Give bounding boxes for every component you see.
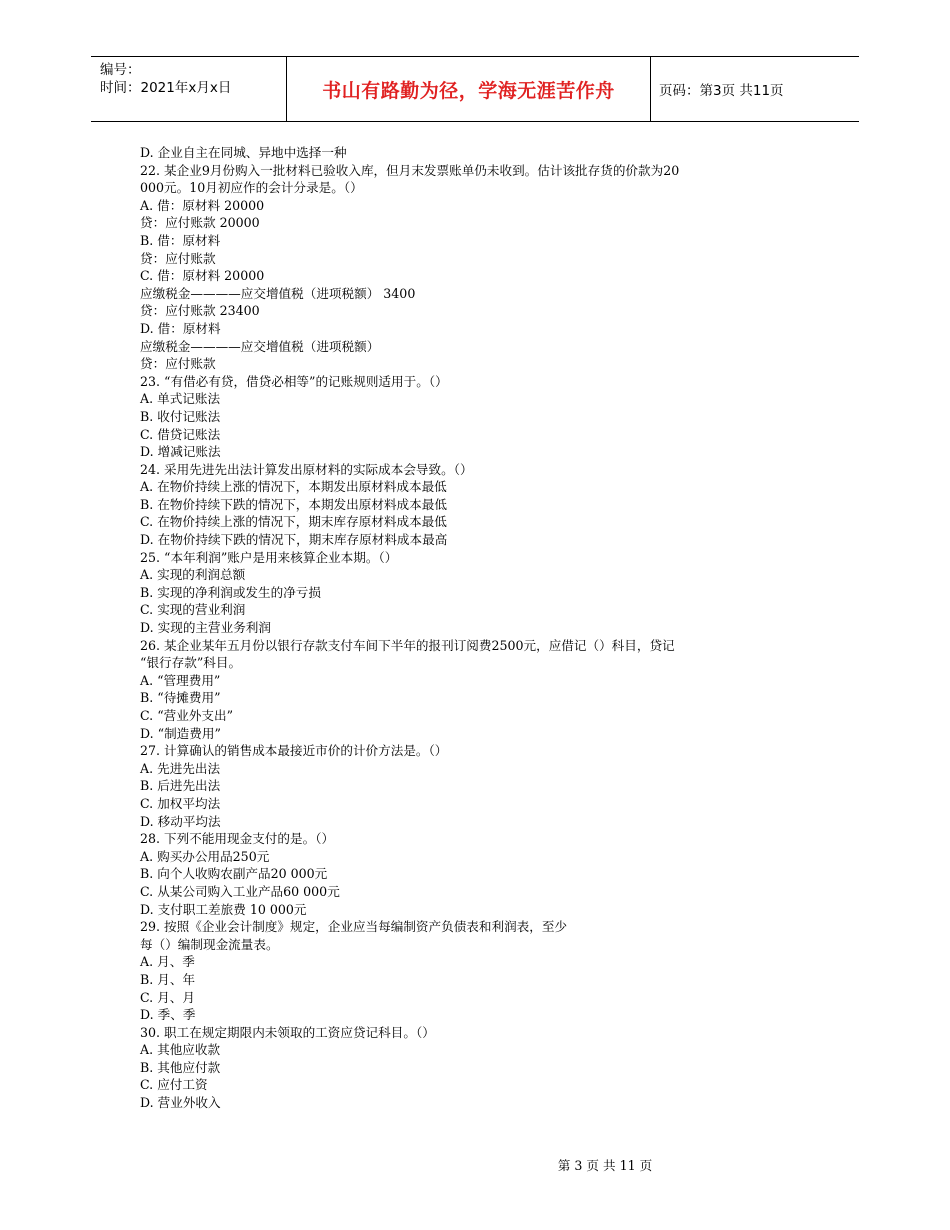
text-line: C. 实现的营业利润 [140, 602, 246, 618]
text-line: 22. 某企业9月份购入一批材料已验收入库，但月末发票账单仍未收到。估计该批存货的价款为20 [140, 162, 680, 178]
text-line: 每（）编制现金流量表。 [140, 936, 279, 952]
time-label: 时间：2021年x月x日 [100, 80, 232, 96]
text-line: 26. 某企业某年五月份以银行存款支付车间下半年的报刊订阅费2500元，应借记（）科目，贷记 [140, 637, 675, 653]
text-line: B. 实现的净利润或发生的净亏损 [140, 584, 321, 600]
text-line: C. 在物价持续上涨的情况下，期末库存原材料成本最低 [140, 514, 447, 530]
page-footer: 第 3 页 共 11 页 [557, 1158, 653, 1173]
text-line: A. 先进先出法 [140, 760, 221, 776]
text-line: D. 在物价持续下跌的情况下，期末库存原材料成本最高 [140, 532, 448, 548]
text-line: 29. 按照《企业会计制度》规定，企业应当每编制资产负债表和利润表，至少 [140, 919, 568, 935]
text-line: D. 借：原材料 [140, 320, 221, 336]
text-line: B. 在物价持续下跌的情况下，本期发出原材料成本最低 [140, 496, 447, 512]
page-header [91, 56, 859, 122]
text-line: 25. “本年利润”账户是用来核算企业本期。（） [140, 549, 398, 565]
text-line: A. “管理费用” [140, 672, 221, 688]
text-line: A. 月、季 [140, 954, 195, 970]
text-line: 24. 采用先进先出法计算发出原材料的实际成本会导致。（） [140, 461, 473, 477]
text-line: C. 加权平均法 [140, 795, 221, 811]
text-line: B. 其他应付款 [140, 1059, 221, 1075]
text-line: B. 收付记账法 [140, 408, 221, 424]
text-line: B. 向个人收购农副产品20 000元 [140, 866, 328, 882]
text-line: C. 从某公司购入工业产品60 000元 [140, 883, 340, 899]
text-line: A. 借：原材料 20000 [140, 197, 265, 213]
header-meta [91, 57, 287, 121]
text-line: 28. 下列不能用现金支付的是。（） [140, 831, 335, 847]
text-line: 贷：应付账款 20000 [140, 215, 260, 231]
text-line: D. 企业自主在同城、异地中选择一种 [140, 145, 347, 160]
document-body [140, 144, 820, 1112]
header-motto: 书山有路勤为径，学海无涯苦作舟 [287, 57, 651, 121]
text-line: A. 在物价持续上涨的情况下，本期发出原材料成本最低 [140, 479, 447, 495]
text-line: B. “待摊费用” [140, 690, 221, 706]
text-line: B. 月、年 [140, 971, 196, 987]
text-line: 贷：应付账款 [140, 356, 216, 372]
text-line: 贷：应付账款 [140, 250, 216, 266]
text-line: C. 借：原材料 20000 [140, 268, 265, 284]
text-line: 应缴税金————应交增值税（进项税额） 3400 [140, 285, 416, 301]
text-line: C. “营业外支出” [140, 708, 234, 723]
text-line: A. 单式记账法 [140, 391, 221, 407]
text-line: 27. 计算确认的销售成本最接近市价的计价方法是。（） [140, 743, 448, 759]
text-line: A. 其他应收款 [140, 1042, 221, 1058]
text-line: 应缴税金————应交增值税（进项税额） [140, 338, 380, 354]
text-line: 000元。10月初应作的会计分录是。（） [140, 180, 363, 196]
text-line: “银行存款”科目。 [140, 655, 242, 671]
text-line: C. 借贷记账法 [140, 426, 221, 442]
text-line: C. 月、月 [140, 989, 195, 1005]
text-line: A. 购买办公用品250元 [140, 848, 270, 864]
text-line: A. 实现的利润总额 [140, 567, 246, 583]
header-page-info: 页码：第3页 共11页 [659, 83, 784, 99]
text-line: B. 借：原材料 [140, 232, 221, 248]
text-line: 贷：应付账款 23400 [140, 303, 260, 319]
text-line: 30. 职工在规定期限内未领取的工资应贷记科目。（） [140, 1024, 435, 1040]
text-line: D. 实现的主营业务利润 [140, 620, 271, 636]
number-label: 编号： [100, 62, 141, 78]
text-line: D. “制造费用” [140, 725, 221, 741]
text-line: B. 后进先出法 [140, 778, 221, 794]
text-line: C. 应付工资 [140, 1077, 208, 1093]
text-line: D. 支付职工差旅费 10 000元 [140, 901, 307, 917]
text-line: D. 增减记账法 [140, 444, 221, 460]
text-line: D. 营业外收入 [140, 1095, 221, 1111]
text-line: D. 移动平均法 [140, 813, 221, 829]
text-line: D. 季、季 [140, 1007, 196, 1023]
text-line: 23. “有借必有贷，借贷必相等”的记账规则适用于。（） [140, 373, 448, 389]
